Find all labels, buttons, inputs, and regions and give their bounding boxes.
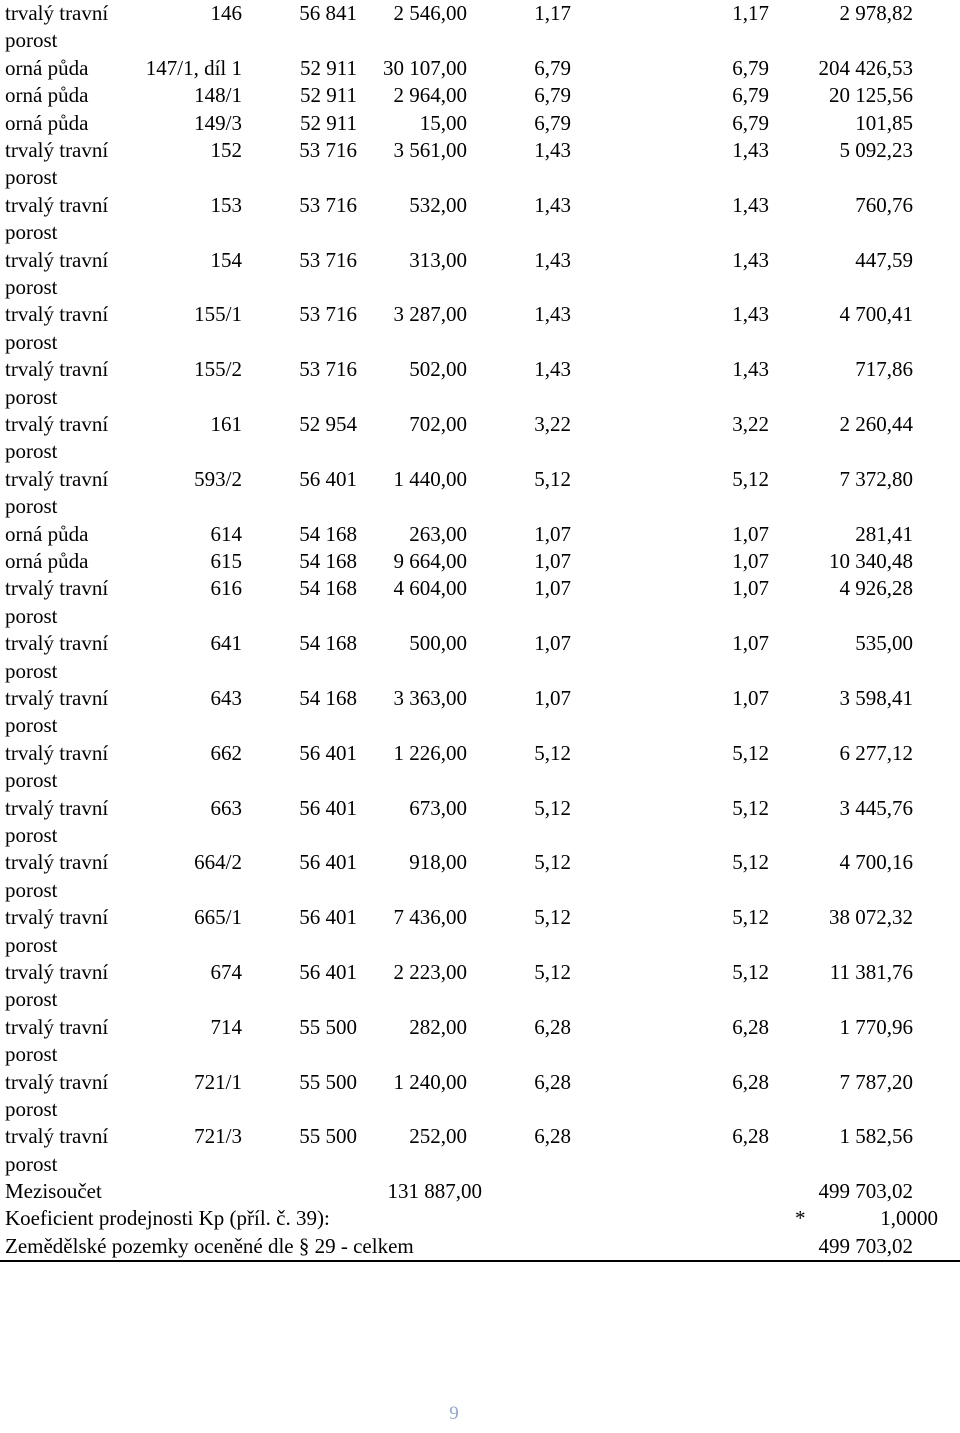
parcel-cell: 146 bbox=[210, 1, 242, 25]
coef-cell: 1,07 bbox=[534, 685, 571, 710]
land-type-cell: orná půda bbox=[5, 521, 89, 546]
parcel-cell: 147/1, díl 1 bbox=[145, 55, 242, 80]
coef2-cell: 1,43 bbox=[732, 247, 769, 272]
area-cell: 500,00 bbox=[409, 631, 467, 656]
coef-cell: 1,07 bbox=[534, 576, 571, 601]
coef2-cell: 5,12 bbox=[732, 850, 769, 875]
table-row bbox=[0, 904, 960, 959]
land-type-cell: trvalý travní bbox=[5, 192, 109, 217]
value-cell: 6 277,12 bbox=[839, 740, 913, 765]
price-cell: 56 841 bbox=[299, 1, 357, 25]
table-row bbox=[0, 301, 960, 356]
coef-cell: 1,07 bbox=[534, 521, 571, 546]
coef2-cell: 5,12 bbox=[732, 740, 769, 765]
value-cell: 10 340,48 bbox=[829, 548, 913, 573]
table-row bbox=[0, 55, 960, 82]
value-cell: 1 582,56 bbox=[839, 1124, 913, 1149]
value-cell: 4 700,16 bbox=[839, 850, 913, 875]
area-cell: 532,00 bbox=[409, 192, 467, 217]
price-cell: 54 168 bbox=[299, 576, 357, 601]
table-row bbox=[0, 466, 960, 521]
coef2-cell: 1,07 bbox=[732, 548, 769, 573]
subtotal-label: Mezisoučet bbox=[5, 1179, 102, 1204]
parcel-cell: 152 bbox=[210, 137, 242, 162]
kp-value: 1,0000 bbox=[880, 1206, 938, 1231]
table-row bbox=[0, 685, 960, 740]
area-cell: 15,00 bbox=[419, 110, 467, 135]
table-row bbox=[0, 192, 960, 247]
land-type-cell: trvalý travní bbox=[5, 905, 109, 930]
value-cell: 1 770,96 bbox=[839, 1014, 913, 1039]
coef2-cell: 1,07 bbox=[732, 685, 769, 710]
value-cell: 535,00 bbox=[855, 631, 913, 656]
coef2-cell: 6,28 bbox=[732, 1124, 769, 1149]
value-cell: 2 260,44 bbox=[839, 411, 913, 436]
kp-label: Koeficient prodejnosti Kp (příl. č. 39): bbox=[5, 1206, 330, 1231]
land-type-cell: trvalý travní bbox=[5, 302, 109, 327]
area-cell: 502,00 bbox=[409, 357, 467, 382]
table-row bbox=[0, 740, 960, 795]
area-cell: 282,00 bbox=[409, 1014, 467, 1039]
land-type-cell: orná půda bbox=[5, 548, 89, 573]
price-cell: 55 500 bbox=[299, 1014, 357, 1039]
land-type-cell: trvalý travní bbox=[5, 466, 109, 491]
land-type-cell: trvalý travní bbox=[5, 576, 109, 601]
coef2-cell: 1,43 bbox=[732, 192, 769, 217]
coef-cell: 5,12 bbox=[534, 959, 571, 984]
land-type-cell: porost bbox=[5, 877, 58, 902]
value-cell: 7 372,80 bbox=[839, 466, 913, 491]
coef2-cell: 6,79 bbox=[732, 83, 769, 108]
area-cell: 2 223,00 bbox=[393, 959, 467, 984]
coef-cell: 1,07 bbox=[534, 548, 571, 573]
land-type-cell: porost bbox=[5, 1151, 58, 1176]
area-cell: 3 561,00 bbox=[393, 137, 467, 162]
kp-star: * bbox=[795, 1206, 806, 1231]
table-row bbox=[0, 521, 960, 548]
area-cell: 702,00 bbox=[409, 411, 467, 436]
parcel-cell: 665/1 bbox=[194, 905, 242, 930]
price-cell: 56 401 bbox=[299, 959, 357, 984]
price-cell: 56 401 bbox=[299, 795, 357, 820]
land-type-cell: trvalý travní bbox=[5, 795, 109, 820]
price-cell: 56 401 bbox=[299, 740, 357, 765]
land-type-cell: porost bbox=[5, 1096, 58, 1121]
area-cell: 1 226,00 bbox=[393, 740, 467, 765]
price-cell: 56 401 bbox=[299, 466, 357, 491]
land-type-cell: trvalý travní bbox=[5, 1069, 109, 1094]
parcel-cell: 721/1 bbox=[194, 1069, 242, 1094]
land-type-cell: orná půda bbox=[5, 83, 89, 108]
table-row bbox=[0, 630, 960, 685]
value-cell: 204 426,53 bbox=[818, 55, 913, 80]
land-type-cell: trvalý travní bbox=[5, 1014, 109, 1039]
land-type-cell: porost bbox=[5, 165, 58, 190]
land-type-cell: porost bbox=[5, 384, 58, 409]
table-row bbox=[0, 0, 960, 55]
land-type-cell: trvalý travní bbox=[5, 137, 109, 162]
coef-cell: 1,07 bbox=[534, 631, 571, 656]
area-cell: 1 240,00 bbox=[393, 1069, 467, 1094]
total-value: 499 703,02 bbox=[818, 1233, 913, 1258]
coef2-cell: 5,12 bbox=[732, 959, 769, 984]
parcel-cell: 161 bbox=[210, 411, 242, 436]
land-type-cell: porost bbox=[5, 987, 58, 1012]
land-type-cell: trvalý travní bbox=[5, 685, 109, 710]
table-row bbox=[0, 575, 960, 630]
value-cell: 717,86 bbox=[855, 357, 913, 382]
coef2-cell: 6,79 bbox=[732, 110, 769, 135]
area-cell: 7 436,00 bbox=[393, 905, 467, 930]
area-cell: 3 287,00 bbox=[393, 302, 467, 327]
parcel-cell: 154 bbox=[210, 247, 242, 272]
total-row bbox=[0, 1233, 960, 1262]
land-type-cell: porost bbox=[5, 220, 58, 245]
coef-cell: 6,28 bbox=[534, 1124, 571, 1149]
area-cell: 2 546,00 bbox=[393, 1, 467, 25]
land-type-cell: porost bbox=[5, 274, 58, 299]
coef2-cell: 1,43 bbox=[732, 302, 769, 327]
subtotal-row bbox=[0, 1178, 960, 1205]
coef-cell: 5,12 bbox=[534, 850, 571, 875]
table-row bbox=[0, 247, 960, 302]
coef2-cell: 1,07 bbox=[732, 576, 769, 601]
coef2-cell: 1,43 bbox=[732, 137, 769, 162]
table-row bbox=[0, 849, 960, 904]
table-row bbox=[0, 795, 960, 850]
parcel-cell: 714 bbox=[210, 1014, 242, 1039]
land-type-cell: trvalý travní bbox=[5, 357, 109, 382]
coef-cell: 5,12 bbox=[534, 466, 571, 491]
land-type-cell: porost bbox=[5, 494, 58, 519]
table-row bbox=[0, 137, 960, 192]
coef2-cell: 5,12 bbox=[732, 795, 769, 820]
land-type-cell: trvalý travní bbox=[5, 850, 109, 875]
value-cell: 20 125,56 bbox=[829, 83, 913, 108]
land-type-cell: porost bbox=[5, 658, 58, 683]
value-cell: 447,59 bbox=[855, 247, 913, 272]
parcel-cell: 664/2 bbox=[194, 850, 242, 875]
parcel-cell: 614 bbox=[210, 521, 242, 546]
coef-cell: 1,43 bbox=[534, 302, 571, 327]
kp-row bbox=[0, 1205, 960, 1232]
area-cell: 4 604,00 bbox=[393, 576, 467, 601]
value-cell: 101,85 bbox=[855, 110, 913, 135]
parcel-cell: 662 bbox=[210, 740, 242, 765]
coef-cell: 1,43 bbox=[534, 192, 571, 217]
area-cell: 263,00 bbox=[409, 521, 467, 546]
price-cell: 53 716 bbox=[299, 192, 357, 217]
coef-cell: 6,79 bbox=[534, 83, 571, 108]
coef-cell: 6,79 bbox=[534, 110, 571, 135]
coef2-cell: 1,43 bbox=[732, 357, 769, 382]
land-type-cell: porost bbox=[5, 822, 58, 847]
coef2-cell: 6,28 bbox=[732, 1014, 769, 1039]
price-cell: 54 168 bbox=[299, 548, 357, 573]
coef2-cell: 6,28 bbox=[732, 1069, 769, 1094]
area-cell: 252,00 bbox=[409, 1124, 467, 1149]
price-cell: 52 911 bbox=[300, 110, 357, 135]
price-cell: 53 716 bbox=[299, 302, 357, 327]
coef-cell: 1,43 bbox=[534, 247, 571, 272]
parcel-cell: 674 bbox=[210, 959, 242, 984]
parcel-cell: 153 bbox=[210, 192, 242, 217]
price-cell: 53 716 bbox=[299, 357, 357, 382]
coef2-cell: 6,79 bbox=[732, 55, 769, 80]
coef2-cell: 3,22 bbox=[732, 411, 769, 436]
coef2-cell: 1,07 bbox=[732, 521, 769, 546]
table-row bbox=[0, 548, 960, 575]
land-type-cell: trvalý travní bbox=[5, 631, 109, 656]
subtotal-area: 131 887,00 bbox=[387, 1179, 482, 1204]
value-cell: 4 700,41 bbox=[839, 302, 913, 327]
price-cell: 56 401 bbox=[299, 905, 357, 930]
price-cell: 54 168 bbox=[299, 631, 357, 656]
land-type-cell: porost bbox=[5, 28, 58, 53]
coef-cell: 3,22 bbox=[534, 411, 571, 436]
land-type-cell: orná půda bbox=[5, 110, 89, 135]
coef-cell: 5,12 bbox=[534, 740, 571, 765]
price-cell: 56 401 bbox=[299, 850, 357, 875]
value-cell: 2 978,82 bbox=[839, 1, 913, 25]
price-cell: 55 500 bbox=[299, 1069, 357, 1094]
parcel-cell: 593/2 bbox=[194, 466, 242, 491]
table-row bbox=[0, 82, 960, 109]
price-cell: 54 168 bbox=[299, 685, 357, 710]
coef2-cell: 5,12 bbox=[732, 466, 769, 491]
coef-cell: 6,28 bbox=[534, 1014, 571, 1039]
area-cell: 313,00 bbox=[409, 247, 467, 272]
value-cell: 11 381,76 bbox=[829, 959, 913, 984]
land-type-cell: porost bbox=[5, 603, 58, 628]
land-type-cell: trvalý travní bbox=[5, 247, 109, 272]
coef2-cell: 1,07 bbox=[732, 631, 769, 656]
coef2-cell: 5,12 bbox=[732, 905, 769, 930]
area-cell: 2 964,00 bbox=[393, 83, 467, 108]
land-type-cell: orná půda bbox=[5, 55, 89, 80]
table-row bbox=[0, 1014, 960, 1069]
value-cell: 4 926,28 bbox=[839, 576, 913, 601]
price-cell: 52 911 bbox=[300, 55, 357, 80]
price-cell: 52 911 bbox=[300, 83, 357, 108]
total-label: Zemědělské pozemky oceněné dle § 29 - celkem bbox=[5, 1233, 414, 1258]
table-row bbox=[0, 356, 960, 411]
land-type-cell: trvalý travní bbox=[5, 740, 109, 765]
land-type-cell: trvalý travní bbox=[5, 1, 109, 25]
coef2-cell: 1,17 bbox=[732, 1, 769, 25]
land-type-cell: trvalý travní bbox=[5, 1124, 109, 1149]
page-number: 9 bbox=[449, 1403, 459, 1424]
parcel-cell: 721/3 bbox=[194, 1124, 242, 1149]
subtotal-value: 499 703,02 bbox=[818, 1179, 913, 1204]
table-row bbox=[0, 411, 960, 466]
coef-cell: 6,28 bbox=[534, 1069, 571, 1094]
value-cell: 3 598,41 bbox=[839, 685, 913, 710]
land-type-cell: porost bbox=[5, 932, 58, 957]
area-cell: 3 363,00 bbox=[393, 685, 467, 710]
land-type-cell: porost bbox=[5, 439, 58, 464]
table-row bbox=[0, 1123, 960, 1178]
value-cell: 38 072,32 bbox=[829, 905, 913, 930]
parcel-cell: 643 bbox=[210, 685, 242, 710]
price-cell: 53 716 bbox=[299, 137, 357, 162]
land-type-cell: porost bbox=[5, 713, 58, 738]
land-type-cell: porost bbox=[5, 1042, 58, 1067]
parcel-cell: 148/1 bbox=[194, 83, 242, 108]
price-cell: 55 500 bbox=[299, 1124, 357, 1149]
price-cell: 52 954 bbox=[299, 411, 357, 436]
area-cell: 673,00 bbox=[409, 795, 467, 820]
price-cell: 53 716 bbox=[299, 247, 357, 272]
coef-cell: 5,12 bbox=[534, 795, 571, 820]
parcel-cell: 155/1 bbox=[194, 302, 242, 327]
area-cell: 918,00 bbox=[409, 850, 467, 875]
parcel-cell: 149/3 bbox=[194, 110, 242, 135]
land-type-cell: porost bbox=[5, 768, 58, 793]
price-cell: 54 168 bbox=[299, 521, 357, 546]
value-cell: 3 445,76 bbox=[839, 795, 913, 820]
table-row bbox=[0, 1069, 960, 1124]
parcel-cell: 616 bbox=[210, 576, 242, 601]
coef-cell: 1,17 bbox=[534, 1, 571, 25]
land-type-cell: trvalý travní bbox=[5, 959, 109, 984]
table-row bbox=[0, 959, 960, 1014]
land-type-cell: trvalý travní bbox=[5, 411, 109, 436]
coef-cell: 5,12 bbox=[534, 905, 571, 930]
parcel-cell: 663 bbox=[210, 795, 242, 820]
area-cell: 9 664,00 bbox=[393, 548, 467, 573]
table-row bbox=[0, 110, 960, 137]
parcel-cell: 615 bbox=[210, 548, 242, 573]
land-type-cell: porost bbox=[5, 329, 58, 354]
value-cell: 281,41 bbox=[855, 521, 913, 546]
coef-cell: 1,43 bbox=[534, 357, 571, 382]
area-cell: 30 107,00 bbox=[383, 55, 467, 80]
coef-cell: 6,79 bbox=[534, 55, 571, 80]
area-cell: 1 440,00 bbox=[393, 466, 467, 491]
value-cell: 5 092,23 bbox=[839, 137, 913, 162]
value-cell: 760,76 bbox=[855, 192, 913, 217]
parcel-cell: 641 bbox=[210, 631, 242, 656]
parcel-cell: 155/2 bbox=[194, 357, 242, 382]
coef-cell: 1,43 bbox=[534, 137, 571, 162]
value-cell: 7 787,20 bbox=[839, 1069, 913, 1094]
